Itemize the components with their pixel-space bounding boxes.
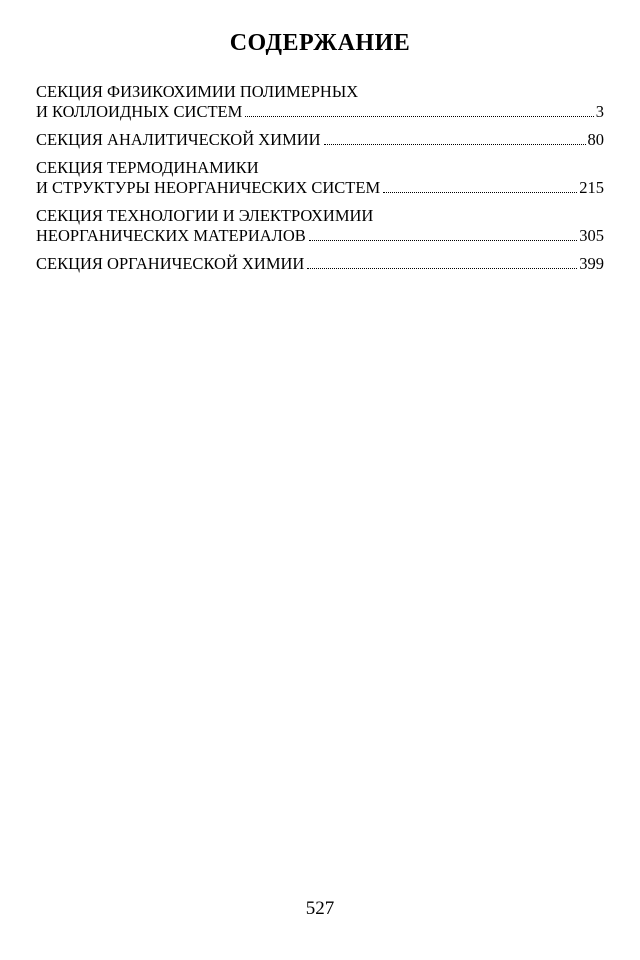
toc-entry-thermodynamics	[36, 158, 604, 198]
table-of-contents	[36, 82, 604, 282]
toc-entry-organic	[36, 254, 604, 274]
dot-leader	[245, 116, 593, 117]
dot-leader	[309, 240, 577, 241]
toc-entry-title-line: СЕКЦИЯ ТЕХНОЛОГИИ И ЭЛЕКТРОХИМИИ	[36, 206, 374, 225]
toc-page-number: 305	[579, 226, 604, 245]
toc-page-number: 80	[587, 130, 604, 149]
page-number: 527	[305, 898, 335, 919]
toc-page-number: 215	[579, 178, 604, 197]
toc-page-number: 3	[595, 102, 604, 121]
page-title: СОДЕРЖАНИЕ	[229, 30, 411, 56]
dot-leader	[383, 192, 577, 193]
dot-leader	[307, 268, 577, 269]
toc-page-number: 399	[579, 254, 604, 273]
toc-entry-title-line: СЕКЦИЯ АНАЛИТИЧЕСКОЙ ХИМИИ	[36, 130, 321, 149]
toc-entry-title-line: СЕКЦИЯ ОРГАНИЧЕСКОЙ ХИМИИ	[36, 254, 305, 273]
toc-entry-polymer-colloid	[36, 82, 604, 122]
dot-leader	[324, 144, 586, 145]
toc-entry-title-line: СЕКЦИЯ ТЕРМОДИНАМИКИ	[36, 158, 259, 177]
toc-entry-title-line: И СТРУКТУРЫ НЕОРГАНИЧЕСКИХ СИСТЕМ	[36, 178, 381, 197]
toc-entry-analytical	[36, 130, 604, 150]
toc-entry-technology-electrochem	[36, 206, 604, 246]
toc-entry-title-line: СЕКЦИЯ ФИЗИКОХИМИИ ПОЛИМЕРНЫХ	[36, 82, 359, 101]
toc-entry-title-line: И КОЛЛОИДНЫХ СИСТЕМ	[36, 102, 243, 121]
toc-entry-title-line: НЕОРГАНИЧЕСКИХ МАТЕРИАЛОВ	[36, 226, 306, 245]
